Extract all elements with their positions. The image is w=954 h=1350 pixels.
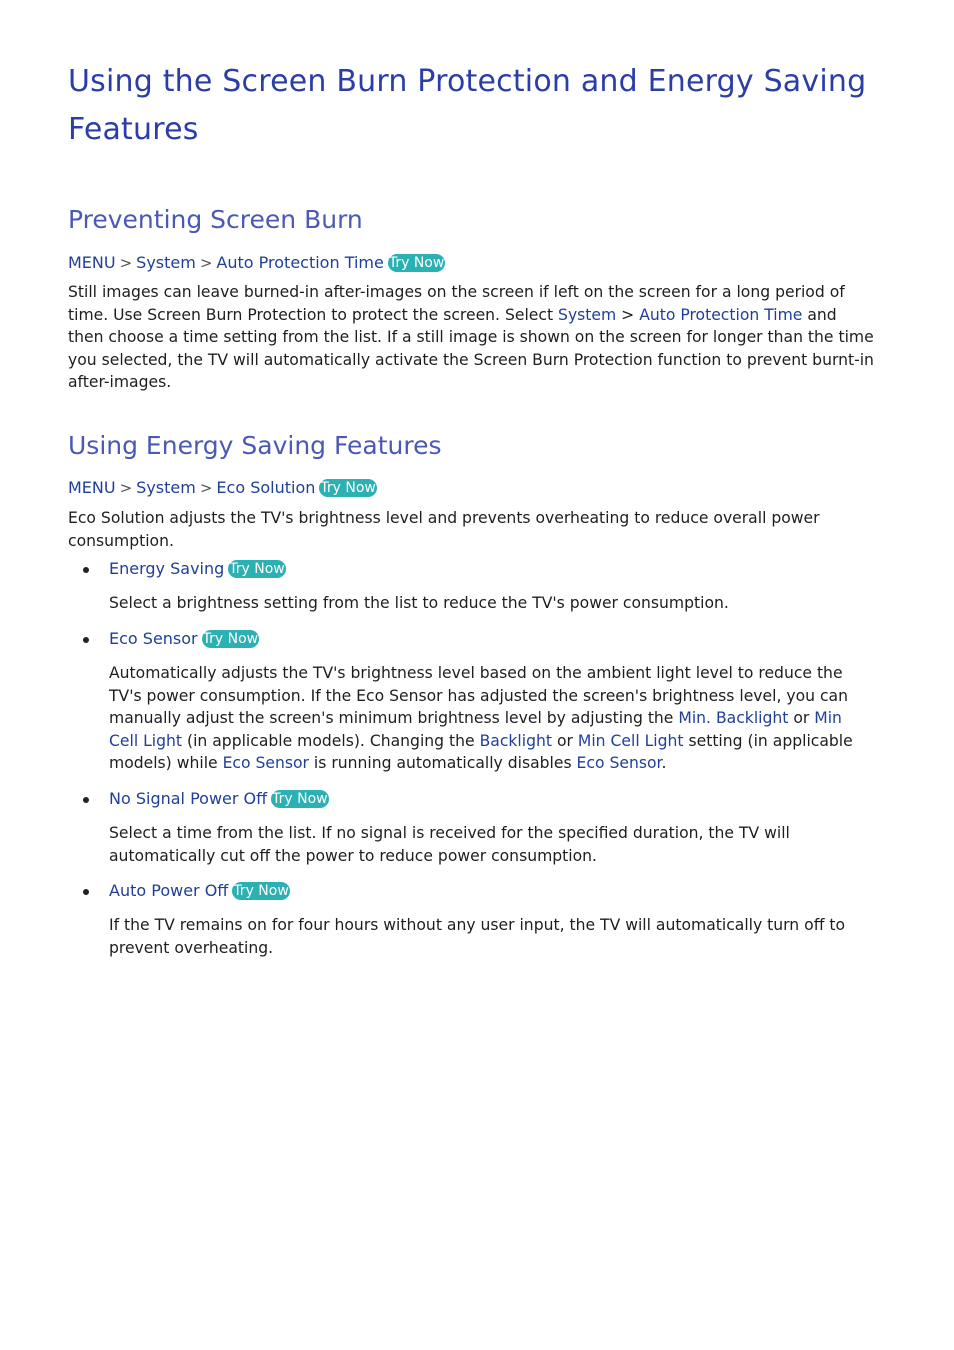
keyword-system: System bbox=[558, 305, 617, 324]
text-run: or bbox=[788, 709, 815, 727]
text-run: setting (in applicable models) while bbox=[109, 731, 853, 772]
keyword-min-cell-light: Min Cell Light bbox=[577, 731, 684, 750]
text-run: (in applicable models). Changing the bbox=[182, 731, 480, 750]
keyword-min-backlight: Min. Backlight bbox=[678, 709, 789, 727]
section-heading-screen-burn: Preventing Screen Burn bbox=[68, 205, 363, 234]
item-label: No Signal Power Off bbox=[109, 789, 268, 808]
breadcrumb-screen-burn bbox=[68, 253, 445, 273]
text-run: Automatically adjusts the TV's brightness level based on the ambient light level to reduce the TV's power consumption. If the Eco Sensor has adjusted the screen's brightness level, you can manually adjust the screen's minimum brightness level by adjusting the bbox=[109, 664, 848, 727]
text-run: or bbox=[552, 731, 578, 750]
no-signal-power-off-description: Select a time from the list. If no signal is received for the specified duration, the TV will automatically cut off the power to reduce power consumption. bbox=[109, 824, 790, 865]
keyword-eco-sensor: Eco Sensor bbox=[576, 754, 662, 772]
crumb-menu: MENU bbox=[68, 253, 116, 272]
chevron-right-icon: > bbox=[119, 479, 133, 497]
crumb-system: System bbox=[136, 253, 196, 272]
try-now-button[interactable]: Try Now bbox=[233, 883, 289, 899]
keyword-backlight: Backlight bbox=[479, 731, 552, 750]
chevron-right-icon: > bbox=[199, 479, 213, 497]
try-now-button[interactable]: Try Now bbox=[272, 791, 328, 807]
breadcrumb-energy-saving bbox=[68, 478, 377, 498]
crumb-menu: MENU bbox=[68, 478, 116, 497]
section-heading-energy-saving: Using Energy Saving Features bbox=[68, 431, 442, 460]
crumb-eco-solution: Eco Solution bbox=[216, 478, 316, 497]
screen-burn-description bbox=[68, 281, 874, 394]
page-title: Using the Screen Burn Protection and Energy Saving Features bbox=[68, 64, 867, 147]
keyword-eco-sensor: Eco Sensor bbox=[222, 754, 309, 772]
bullet-icon bbox=[83, 889, 89, 895]
crumb-auto-protection-time: Auto Protection Time bbox=[216, 253, 384, 272]
item-label: Auto Power Off bbox=[109, 881, 229, 900]
bullet-icon bbox=[83, 797, 89, 803]
try-now-button[interactable]: Try Now bbox=[320, 480, 376, 496]
bullet-icon bbox=[83, 567, 89, 573]
text-run: is running automatically disables bbox=[308, 754, 577, 772]
crumb-system: System bbox=[136, 478, 196, 497]
text-run: Still images can leave burned-in after-images on the screen if left on the screen for a long period of time. Use Screen Burn Protection to protect the screen. Select bbox=[68, 283, 845, 324]
text-run: and then choose a time setting from the list. If a still image is shown on the screen for longer than the time you selected, the TV will automatically activate the Screen Burn Protection function to prevent burnt-in after-images. bbox=[68, 305, 874, 391]
chevron-right-icon: > bbox=[119, 254, 133, 272]
eco-sensor-description bbox=[109, 662, 875, 775]
auto-power-off-description: If the TV remains on for four hours without any user input, the TV will automatically turn off to prevent overheating. bbox=[109, 916, 846, 957]
text-run: > bbox=[616, 305, 640, 324]
text-run: . bbox=[661, 754, 667, 772]
keyword-min-cell-light: Min Cell Light bbox=[109, 709, 842, 750]
try-now-button[interactable]: Try Now bbox=[202, 631, 259, 647]
chevron-right-icon: > bbox=[199, 254, 213, 272]
item-label: Energy Saving bbox=[109, 559, 225, 578]
try-now-button[interactable]: Try Now bbox=[229, 561, 285, 577]
energy-saving-description: Select a brightness setting from the list to reduce the TV's power consumption. bbox=[109, 594, 729, 612]
try-now-button[interactable]: Try Now bbox=[388, 255, 445, 271]
bullet-icon bbox=[83, 637, 89, 643]
eco-solution-description: Eco Solution adjusts the TV's brightness level and prevents overheating to reduce overall power consumption. bbox=[68, 509, 820, 550]
keyword-auto-protection-time: Auto Protection Time bbox=[639, 305, 803, 324]
item-label: Eco Sensor bbox=[109, 629, 198, 648]
